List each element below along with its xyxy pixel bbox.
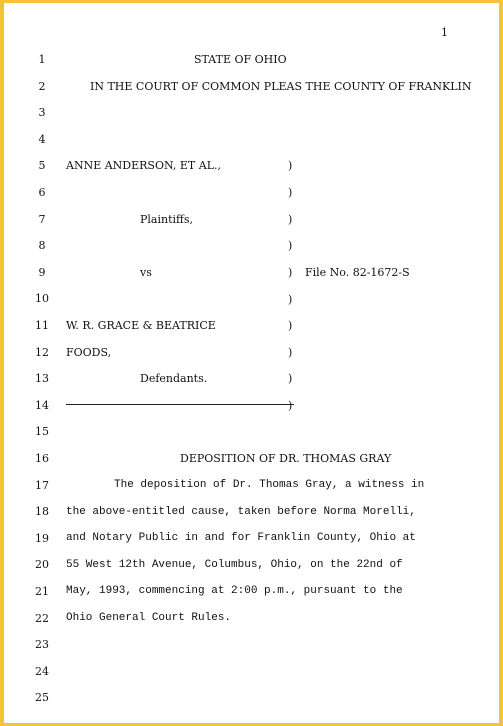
court-heading: IN THE COURT OF COMMON PLEAS THE COUNTY OF FRANKLIN — [90, 80, 472, 93]
body-line: and Notary Public in and for Franklin County, Ohio at — [66, 532, 416, 544]
caption-paren: ) — [288, 213, 293, 226]
defendants-label: Defendants. — [140, 372, 208, 385]
line-number: 1 — [38, 53, 46, 66]
line-number: 8 — [38, 239, 46, 253]
line-number: 9 — [38, 265, 46, 279]
caption-paren: ) — [288, 346, 293, 359]
defendant-name-line1: W. R. GRACE & BEATRICE — [66, 319, 216, 332]
line-number: 11 — [35, 319, 49, 332]
line-number: 24 — [35, 664, 49, 678]
line-number: 13 — [35, 372, 49, 386]
caption-paren: ) — [288, 239, 293, 252]
caption-paren: ) — [288, 186, 293, 199]
line-number: 25 — [35, 691, 49, 705]
line-number: 12 — [35, 345, 49, 359]
caption-paren: ) — [288, 399, 293, 412]
defendant-name-line2: FOODS, — [66, 346, 112, 359]
page-number: 1 — [441, 26, 448, 39]
line-number: 14 — [35, 398, 49, 412]
line-number: 3 — [38, 106, 46, 120]
line-number: 2 — [38, 79, 46, 93]
line-number: 4 — [38, 132, 46, 146]
caption-underline — [66, 404, 294, 405]
deposition-title: DEPOSITION OF DR. THOMAS GRAY — [180, 452, 392, 465]
body-line: 55 West 12th Avenue, Columbus, Ohio, on the 22nd of — [66, 559, 403, 571]
line-number: 5 — [38, 159, 46, 173]
line-number: 7 — [38, 212, 46, 226]
line-number: 21 — [35, 585, 49, 598]
caption-paren: ) — [288, 372, 293, 385]
body-line: The deposition of Dr. Thomas Gray, a witness in — [114, 479, 425, 491]
caption-paren: ) — [288, 266, 293, 279]
body-line: May, 1993, commencing at 2:00 p.m., pursuant to the — [66, 585, 403, 597]
plaintiffs-label: Plaintiffs, — [140, 213, 193, 226]
caption-paren: ) — [288, 319, 293, 332]
file-number: File No. 82-1672-S — [305, 266, 410, 279]
transcript-page — [4, 3, 499, 723]
line-number: 15 — [35, 425, 49, 439]
line-number: 16 — [35, 452, 49, 465]
line-number: 10 — [35, 292, 49, 306]
line-number: 19 — [35, 531, 49, 545]
line-number: 6 — [38, 186, 46, 199]
caption-paren: ) — [288, 293, 293, 306]
line-number: 18 — [35, 505, 49, 519]
state-heading: STATE OF OHIO — [194, 53, 287, 66]
versus-label: vs — [140, 266, 152, 279]
body-line: the above-entitled cause, taken before Norma Morelli, — [66, 506, 416, 518]
line-number: 23 — [35, 638, 49, 652]
line-number: 20 — [35, 558, 49, 572]
plaintiff-name: ANNE ANDERSON, ET AL., — [66, 159, 221, 172]
body-line: Ohio General Court Rules. — [66, 612, 232, 624]
line-number: 22 — [35, 611, 49, 625]
line-number: 17 — [35, 478, 49, 492]
caption-paren: ) — [288, 159, 293, 172]
